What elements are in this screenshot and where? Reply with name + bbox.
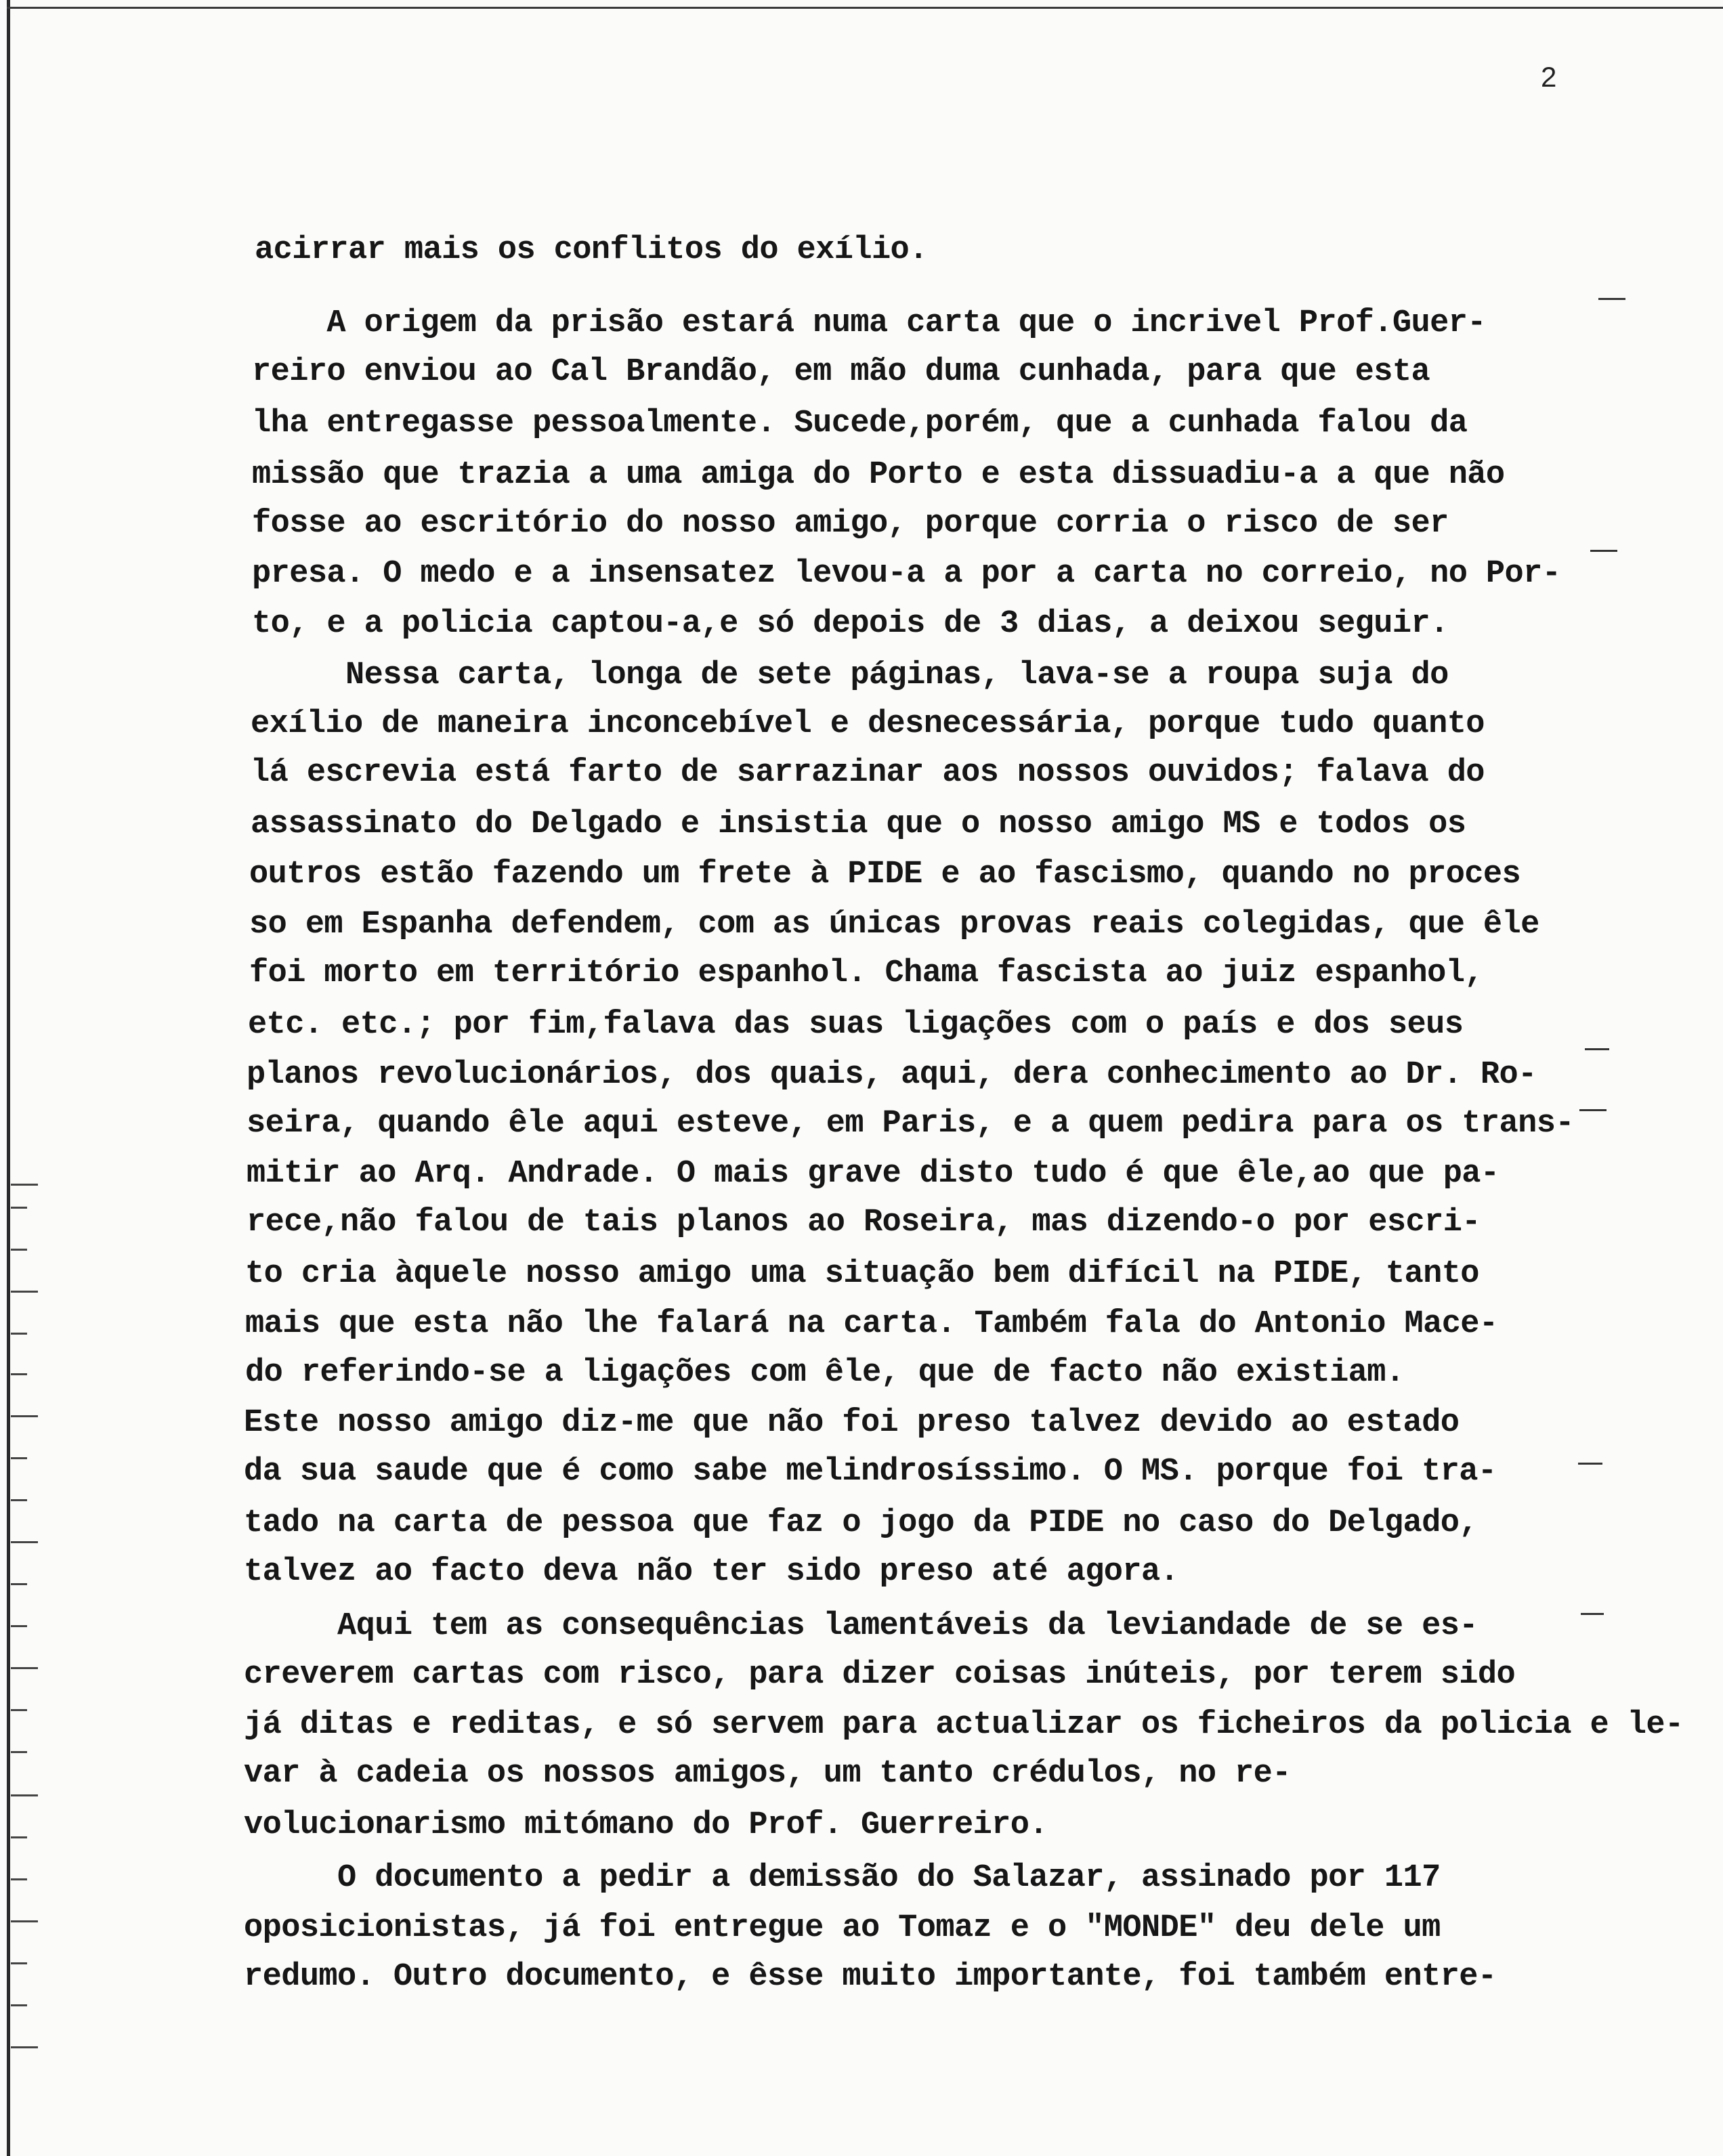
text-line: so em Espanha defendem, com as únicas provas reais colegidas, que êle xyxy=(249,907,1539,943)
text-line: lá escrevia está farto de sarrazinar aos nossos ouvidos; falava do xyxy=(251,755,1485,791)
ruler-tick xyxy=(11,1667,38,1669)
margin-pen-mark xyxy=(1579,1109,1607,1111)
ruler-tick xyxy=(11,1836,27,1838)
text-line: acirrar mais os conflitos do exílio. xyxy=(255,232,928,268)
ruler-tick xyxy=(11,1709,27,1711)
page-number: 2 xyxy=(1541,61,1557,93)
text-line: to, e a policia captou-a,e só depois de 3 dias, a deixou seguir. xyxy=(252,606,1449,642)
margin-pen-mark xyxy=(1585,1048,1609,1050)
text-line: var à cadeia os nossos amigos, um tanto crédulos, no re- xyxy=(244,1756,1291,1792)
page-left-edge xyxy=(7,0,10,2156)
text-line: lha entregasse pessoalmente. Sucede,porém, que a cunhada falou da xyxy=(252,406,1468,441)
ruler-tick xyxy=(11,1583,27,1585)
text-line: to cria àquele nosso amigo uma situação bem difícil na PIDE, tanto xyxy=(245,1256,1479,1292)
ruler-tick xyxy=(11,1920,38,1922)
text-line: rece,não falou de tais planos ao Roseira, mas dizendo-o por escri- xyxy=(247,1205,1481,1241)
ruler-tick xyxy=(11,1541,38,1543)
text-line: foi morto em território espanhol. Chama fascista ao juiz espanhol, xyxy=(249,955,1483,991)
ruler-tick xyxy=(11,1499,27,1501)
text-line: presa. O medo e a insensatez levou-a a por a carta no correio, no Por- xyxy=(252,556,1561,592)
ruler-tick xyxy=(11,1207,27,1209)
text-line: tado na carta de pessoa que faz o jogo da PIDE no caso do Delgado, xyxy=(244,1505,1478,1541)
ruler-tick xyxy=(11,1457,27,1459)
page-top-edge xyxy=(7,7,1723,9)
ruler-tick xyxy=(11,1625,27,1627)
text-line: mitir ao Arq. Andrade. O mais grave disto tudo é que êle,ao que pa- xyxy=(247,1156,1499,1192)
ruler-tick xyxy=(11,1333,27,1335)
text-line: exílio de maneira inconcebível e desnecessária, porque tudo quanto xyxy=(251,706,1485,742)
text-line: creverem cartas com risco, para dizer coisas inúteis, por terem sido xyxy=(244,1657,1516,1693)
margin-pen-mark xyxy=(1578,1463,1602,1465)
text-line: fosse ao escritório do nosso amigo, porque corria o risco de ser xyxy=(252,506,1449,542)
text-line: da sua saude que é como sabe melindrosíssimo. O MS. porque foi tra- xyxy=(244,1454,1497,1490)
text-line: do referindo-se a ligações com êle, que de facto não existiam. xyxy=(245,1355,1405,1391)
ruler-tick xyxy=(11,2004,27,2006)
ruler-tick xyxy=(11,1794,38,1796)
ruler-tick xyxy=(11,1184,38,1186)
margin-pen-mark xyxy=(1590,550,1617,552)
text-line: Este nosso amigo diz-me que não foi preso talvez devido ao estado xyxy=(244,1405,1460,1441)
text-line: A origem da prisão estará numa carta que o incrivel Prof.Guer- xyxy=(252,305,1486,341)
text-line: reiro enviou ao Cal Brandão, em mão duma cunhada, para que esta xyxy=(252,354,1430,390)
text-line: volucionarismo mitómano do Prof. Guerreiro. xyxy=(244,1807,1048,1843)
text-line: seira, quando êle aqui esteve, em Paris, e a quem pedira para os trans- xyxy=(247,1106,1574,1142)
margin-pen-mark xyxy=(1598,298,1625,300)
ruler-tick xyxy=(11,1373,27,1375)
text-line: etc. etc.; por fim,falava das suas ligações com o país e dos seus xyxy=(248,1007,1464,1043)
ruler-tick xyxy=(11,1249,27,1251)
text-line: O documento a pedir a demissão do Salazar, assinado por 117 xyxy=(244,1860,1441,1896)
ruler-tick xyxy=(11,1291,38,1293)
text-line: Aqui tem as consequências lamentáveis da leviandade de se es- xyxy=(244,1608,1478,1644)
text-line: missão que trazia a uma amiga do Porto e esta dissuadiu-a a que não xyxy=(252,457,1505,493)
text-line: outros estão fazendo um frete à PIDE e ao fascismo, quando no proces xyxy=(249,857,1521,892)
text-line: oposicionistas, já foi entregue ao Tomaz e o "MONDE" deu dele um xyxy=(244,1910,1441,1946)
ruler-tick xyxy=(11,2046,38,2048)
text-line: redumo. Outro documento, e êsse muito importante, foi também entre- xyxy=(244,1959,1497,1995)
text-line: planos revolucionários, dos quais, aqui, dera conhecimento ao Dr. Ro- xyxy=(247,1057,1537,1093)
ruler-tick xyxy=(11,1415,38,1417)
ruler-tick xyxy=(11,1751,27,1753)
text-line: mais que esta não lhe falará na carta. Também fala do Antonio Mace- xyxy=(245,1306,1498,1342)
ruler-tick xyxy=(11,1878,27,1880)
ruler-tick xyxy=(11,1962,27,1964)
text-line: assassinato do Delgado e insistia que o nosso amigo MS e todos os xyxy=(251,806,1466,842)
text-line: talvez ao facto deva não ter sido preso até agora. xyxy=(244,1554,1179,1590)
text-line: Nessa carta, longa de sete páginas, lava-se a roupa suja do xyxy=(252,657,1449,693)
text-line: já ditas e reditas, e só servem para actualizar os ficheiros da policia e le- xyxy=(244,1707,1684,1743)
margin-pen-mark xyxy=(1581,1613,1604,1615)
